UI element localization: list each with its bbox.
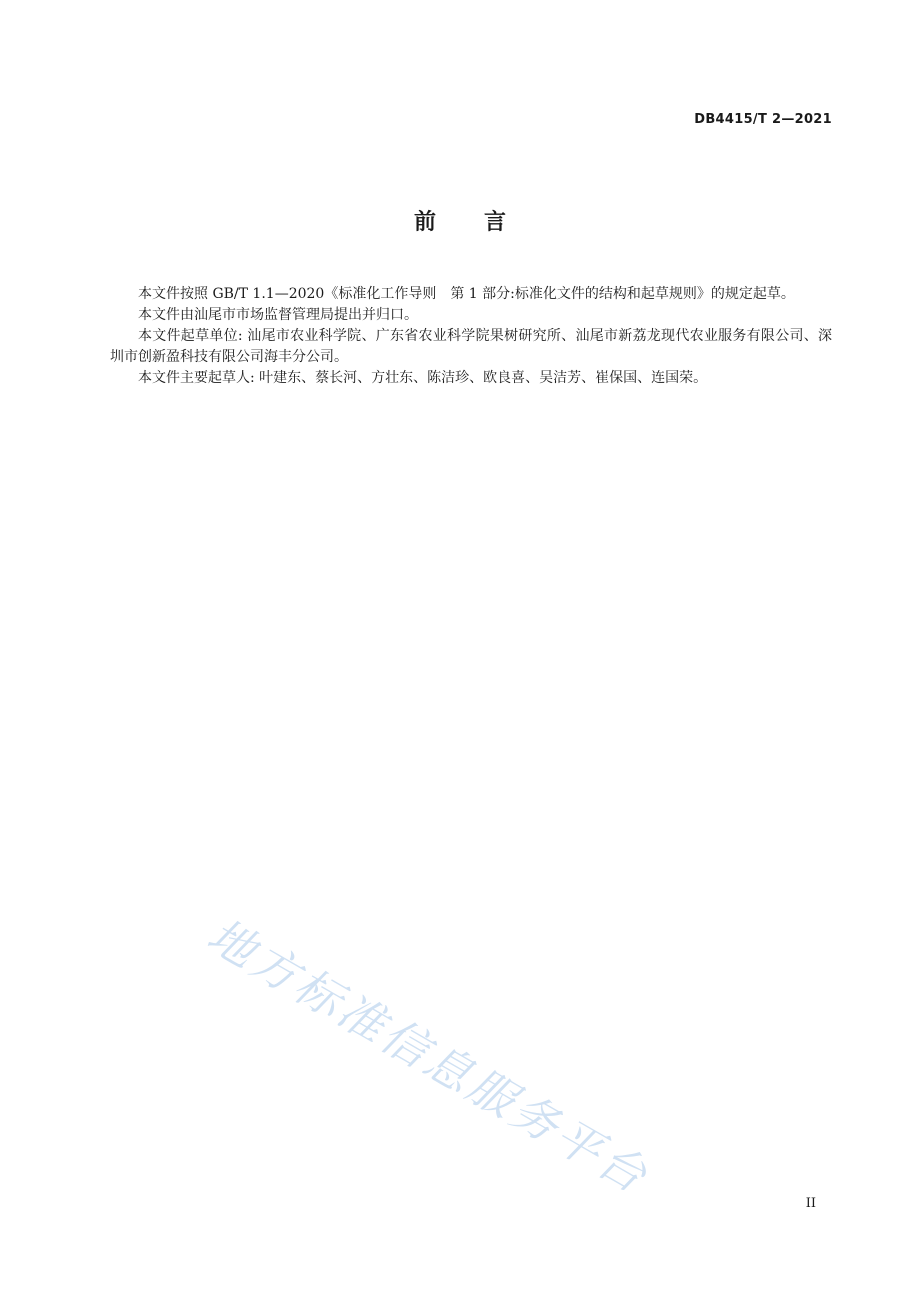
paragraph-drafters: 本文件主要起草人: 叶建东、蔡长河、方壮东、陈洁珍、欧良喜、吴洁芳、崔保国、连国荣。 xyxy=(138,370,708,386)
paragraph-structure-basis: 本文件按照 GB/T 1.1—2020《标准化工作导则 第 1 部分:标准化文件的结构和起草规则》的规定起草。 xyxy=(138,286,795,302)
page-title: 前言 xyxy=(413,210,554,235)
document-body xyxy=(110,284,832,389)
paragraph-drafting-units: 本文件起草单位: 汕尾市农业科学院、广东省农业科学院果树研究所、汕尾市新荔龙现代农业服务有限公司、深圳市创新盈科技有限公司海丰分公司。 xyxy=(110,328,832,365)
page-number: II xyxy=(805,1196,816,1211)
watermark: 地方标准信息服务平台 xyxy=(198,907,659,1205)
paragraph-proposer: 本文件由汕尾市市场监督管理局提出并归口。 xyxy=(138,307,418,323)
document-code: DB4415/T 2—2021 xyxy=(694,112,832,127)
